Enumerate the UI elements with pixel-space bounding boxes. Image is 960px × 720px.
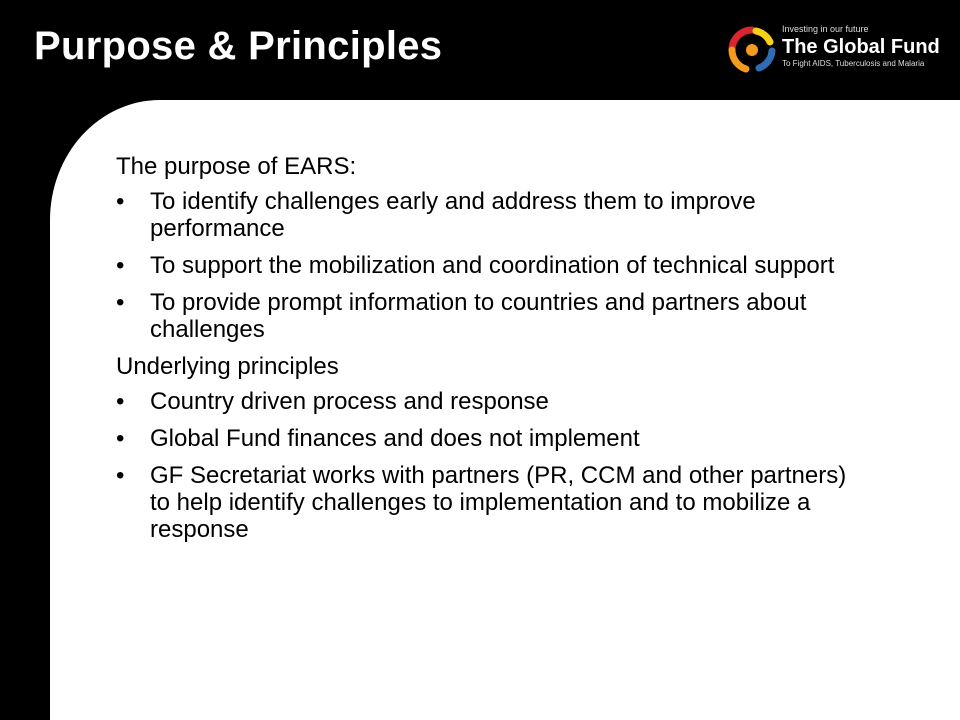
bullet-marker: • (116, 388, 125, 415)
bullet-list (116, 388, 856, 543)
bullet-marker: • (116, 289, 125, 316)
slide-title: Purpose & Principles (34, 24, 443, 68)
bullet-item (116, 252, 856, 279)
global-fund-emblem-icon (726, 24, 778, 76)
bullet-marker: • (116, 188, 125, 215)
logo-text (782, 24, 940, 69)
bullet-marker: • (116, 462, 125, 489)
bullet-list (116, 188, 856, 343)
logo-subtitle: To Fight AIDS, Tuberculosis and Malaria (782, 59, 925, 68)
bullet-text: To provide prompt information to countries and partners about challenges (150, 289, 807, 343)
bullet-text: Country driven process and response (150, 388, 549, 415)
purpose-section (116, 153, 856, 343)
bullet-text: To support the mobilization and coordination of technical support (150, 252, 835, 279)
bullet-item (116, 462, 856, 543)
section-heading: Underlying principles (116, 353, 339, 380)
principles-section (116, 353, 856, 543)
logo-tagline: Investing in our future (782, 24, 869, 34)
bullet-text: Global Fund finances and does not implement (150, 425, 640, 452)
bullet-item (116, 289, 856, 343)
bullet-marker: • (116, 425, 125, 452)
logo-name: The Global Fund (782, 36, 940, 58)
section-heading: The purpose of EARS: (116, 153, 357, 180)
bullet-marker: • (116, 252, 125, 279)
bullet-text: GF Secretariat works with partners (PR, CCM and other partners) to help identify challenges to implementation and to mobilize a response (150, 462, 847, 543)
global-fund-logo (724, 22, 940, 78)
bullet-text: To identify challenges early and address them to improve performance (150, 188, 756, 242)
bullet-item (116, 425, 856, 452)
slide-body (116, 153, 856, 553)
bullet-item (116, 388, 856, 415)
bullet-item (116, 188, 856, 242)
